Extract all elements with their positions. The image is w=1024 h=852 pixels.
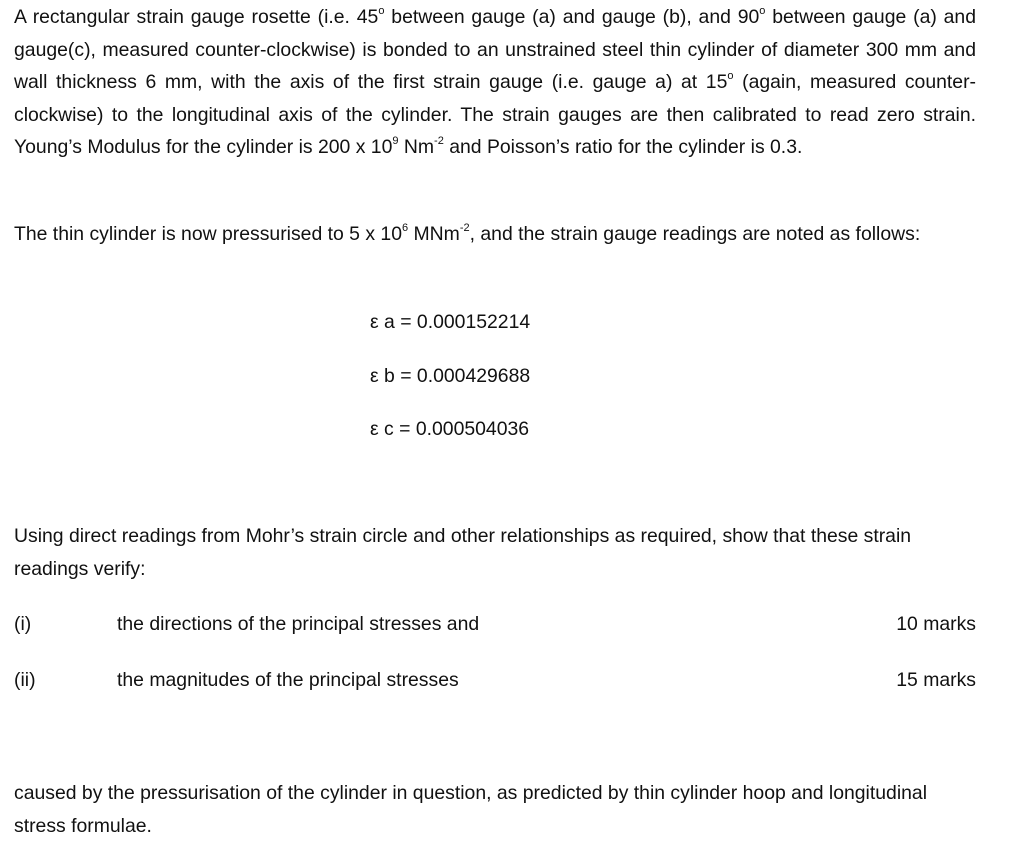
- item-number: (ii): [14, 669, 36, 691]
- strain-reading-c: ε c = 0.000504036: [370, 418, 530, 440]
- item-marks: 15 marks: [896, 669, 976, 691]
- strain-reading-a: ε a = 0.000152214: [370, 311, 531, 333]
- task-item-ii: [14, 666, 976, 694]
- item-text: the directions of the principal stresses and: [117, 613, 480, 635]
- item-text: the magnitudes of the principal stresses: [117, 669, 459, 691]
- pressurisation-statement: The thin cylinder is now pressurised to 5 x $10^6$ MNm$^{-2}$, and the strain gauge readings are noted as follows:: [14, 221, 921, 245]
- task-item-i: [14, 610, 976, 638]
- closing-statement: caused by the pressurisation of the cylinder in question, as predicted by thin cylinder hoop and longitudinal stress formulae.: [14, 782, 928, 837]
- item-number: (i): [14, 613, 32, 635]
- problem-statement: A rectangular strain gauge rosette (i.e. 45$^o$ between gauge (a) and gauge (b), and 90$^o$ between gauge (a) and gauge(c), measured counter-clockwise) is bonded to an unstrained steel thin cylinder of diameter 300 mm and wall thickness 6 mm, with the axis of the first strain gauge (i.e. gauge a) at 15$^o$ (again, measured counter-clockwise) to the longitudinal axis of the cylinder. The strain gauges are then calibrated to read zero strain. Young’s Modulus for the cylinder is 200 x $10^9$ $Nm^{-2}$ and Poisson’s ratio for the cylinder is 0.3.: [14, 4, 976, 159]
- item-marks: 10 marks: [896, 613, 976, 635]
- task-statement: Using direct readings from Mohr’s strain circle and other relationships as required, show that these strain readings verify:: [14, 525, 912, 580]
- strain-reading-b: ε b = 0.000429688: [370, 365, 531, 387]
